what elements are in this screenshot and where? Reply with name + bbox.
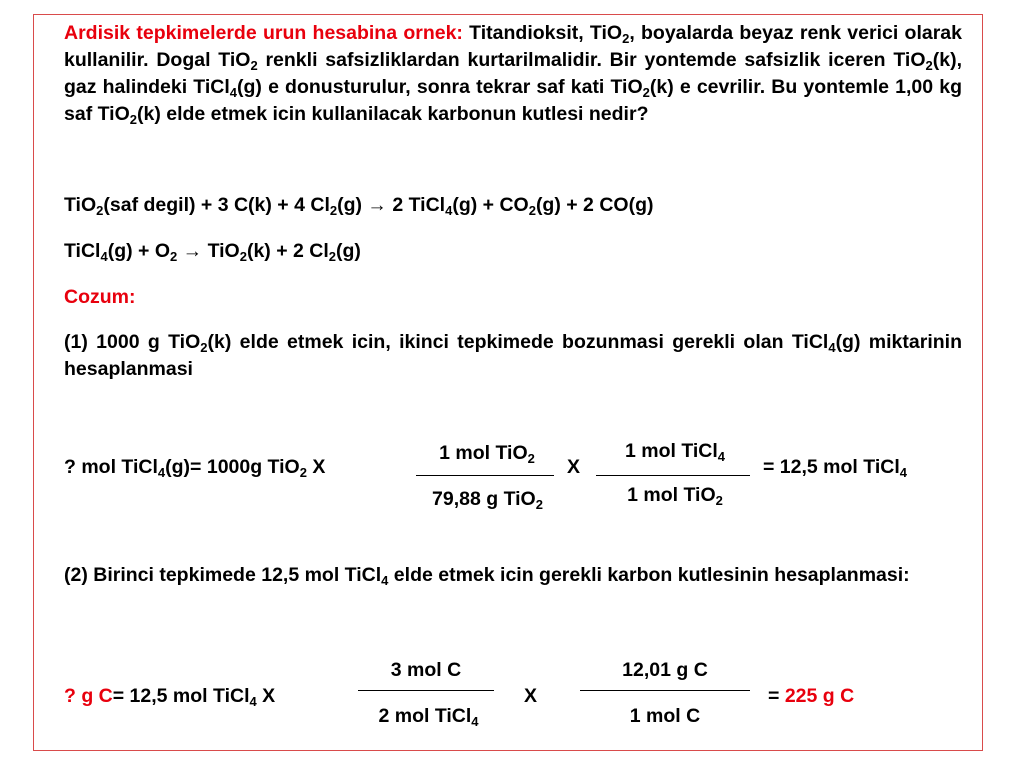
calc-1-fraction-2-numerator: 1 mol TiCl$_4$	[624, 440, 726, 464]
calc-2-fraction-1-denominator: 2 mol TiCl$_4$	[378, 705, 479, 729]
calc-2-times: X	[524, 685, 538, 707]
calc-2-fraction-2-numerator: 12,01 g C	[622, 659, 708, 681]
reaction-equation-1: TiO$_2$(saf degil) + 3 C(k) + 4 $Cl_2(g) \to 2$ TiCl$_4$(g) + $CO_2(g) + 2$ CO(g)	[64, 194, 654, 218]
calc-2-fraction-2-bar	[580, 690, 750, 691]
calc-1-fraction-2-bar	[596, 475, 750, 476]
calc-1-times: X	[567, 456, 581, 478]
reaction-equation-2: TiCl$_4$(g) + $O_2 \to TiO_2(k) + 2$ $Cl_2(g)$	[64, 240, 361, 264]
calc-1-result: = 12,5 mol TiCl$_4$	[763, 456, 907, 480]
step-2-text: (2) Birinci tepkimede 12,5 mol TiCl$_4$ elde etmek icin gerekli karbon kutlesinin hesaplanmasi:	[64, 564, 910, 588]
calc-2-fraction-1-numerator: 3 mol C	[390, 659, 462, 681]
problem-heading: Ardisik tepkimelerde urun hesabina ornek:	[64, 22, 463, 44]
calc-1-lhs: ? mol TiCl$_4$(g)= 1000g TiO$_2$ X	[64, 456, 326, 480]
calc-1-fraction-2-denominator: 1 mol TiO$_2$	[627, 484, 723, 508]
problem-paragraph: Ardisik tepkimelerde urun hesabina ornek: Titandioksit, TiO$_2$, boyalarda beyaz renk verici olarak kullanilir. Dogal TiO$_2$ renkli safsizliklardan kurtarilmalidir. Bir yontemde safsizlik iceren TiO$_2$(k), gaz halindeki TiCl$_4$(g) e donusturulur, sonra tekrar saf kati TiO$_2$(k) e cevrilir. Bu yontemle 1,00 kg saf TiO$_2$(k) elde etmek icin kullanilacak karbonun kutlesi nedir?	[64, 22, 963, 127]
calc-1-fraction-1-denominator: 79,88 g TiO$_2$	[432, 488, 543, 512]
calc-1-fraction-1-bar	[416, 475, 554, 476]
calc-2-fraction-2-denominator: 1 mol C	[629, 705, 701, 727]
calc-2-result: = 225 g C	[768, 685, 855, 707]
calc-1-fraction-1-numerator: 1 mol TiO$_2$	[439, 442, 535, 466]
calc-2-fraction-1-bar	[358, 690, 494, 691]
solution-label: Cozum:	[64, 286, 136, 308]
step-1-text: (1) 1000 g TiO$_2$(k) elde etmek icin, ikinci tepkimede bozunmasi gerekli olan TiCl$_4$(g) miktarinin hesaplanmasi	[64, 331, 962, 380]
calc-2-lhs: ? g C= 12,5 mol TiCl$_4$ X	[64, 685, 276, 709]
